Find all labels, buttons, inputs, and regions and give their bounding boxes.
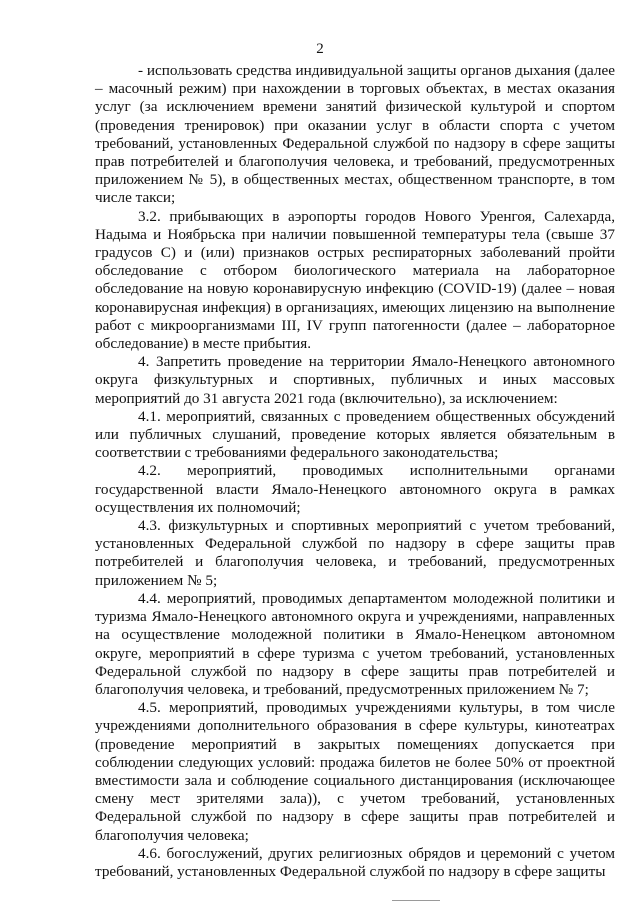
paragraph-4-6: 4.6. богослужений, других религиозных обрядов и церемоний с учетом требований, установленных Федеральной службой по надзору в сфере защиты — [95, 844, 615, 880]
scan-artifact-line — [392, 900, 440, 901]
paragraph-4: 4. Запретить проведение на территории Ямало-Ненецкого автономного округа физкультурных и спортивных, публичных и иных массовых мероприятий до 31 августа 2021 года (включительно), за исключением: — [95, 353, 615, 407]
paragraph-4-3: 4.3. физкультурных и спортивных мероприятий с учетом требований, установленных Федеральной службой по надзору в сфере защиты прав потребителей и благополучия человека, и требований, предусмотренных приложением № 5; — [95, 517, 615, 589]
paragraph-4-2: 4.2. мероприятий, проводимых исполнительными органами государственной власти Ямало-Ненецкого автономного округа в рамках осуществления их полномочий; — [95, 462, 615, 516]
paragraph-4-4: 4.4. мероприятий, проводимых департаментом молодежной политики и туризма Ямало-Ненецкого автономного округа и учреждениями, направленных на осуществление молодежной политики в Ямало-Ненецком автономном округе, мероприятий в сфере туризма с учетом требований, установленных Федеральной службой по надзору в сфере защиты прав потребителей и благополучия человека, и требований, предусмотренных приложением № 7; — [95, 589, 615, 698]
paragraph-mask-regime: - использовать средства индивидуальной защиты органов дыхания (далее – масочный режим) при нахождении в торговых объектах, в местах оказания услуг (за исключением времени занятий физической культурой и спортом (проведения тренировок) при оказании услуг в области спорта с учетом требований, установленных Федеральной службой по надзору в сфере защиты прав потребителей и благополучия человека, и требований, предусмотренных приложением № 5), в общественных местах, общественном транспорте, в том числе такси; — [95, 62, 615, 207]
paragraph-4-1: 4.1. мероприятий, связанных с проведением общественных обсуждений или публичных слушаний, проведение которых является обязательным в соответствии с требованиями федерального законодательства; — [95, 407, 615, 462]
document-body — [95, 62, 615, 881]
page-number: 2 — [316, 41, 324, 57]
paragraph-3-2: 3.2. прибывающих в аэропорты городов Нового Уренгоя, Салехарда, Надыма и Ноябрьска при наличии повышенной температуры тела (свыше 37 градусов С) и (или) признаков острых респираторных заболеваний пройти обследование с отбором биологического материала на лабораторное обследование на новую коронавирусную инфекцию (COVID-19) (далее – новая коронавирусная инфекция) в организациях, имеющих лицензию на выполнение работ с микроорганизмами III, IV групп патогенности (далее – лабораторное обследование) в месте прибытия. — [95, 207, 615, 353]
paragraph-4-5: 4.5. мероприятий, проводимых учреждениями культуры, в том числе учреждениями дополнительного образования в сфере культуры, кинотеатрах (проведение мероприятий в закрытых помещениях допускается при соблюдении следующих условий: продажа билетов не более 50% от проектной вместимости зала и соблюдение социального дистанцирования (исключающее смену мест зрителями зала)), с учетом требований, установленных Федеральной службой по надзору в сфере защиты прав потребителей и благополучия человека; — [95, 699, 615, 844]
